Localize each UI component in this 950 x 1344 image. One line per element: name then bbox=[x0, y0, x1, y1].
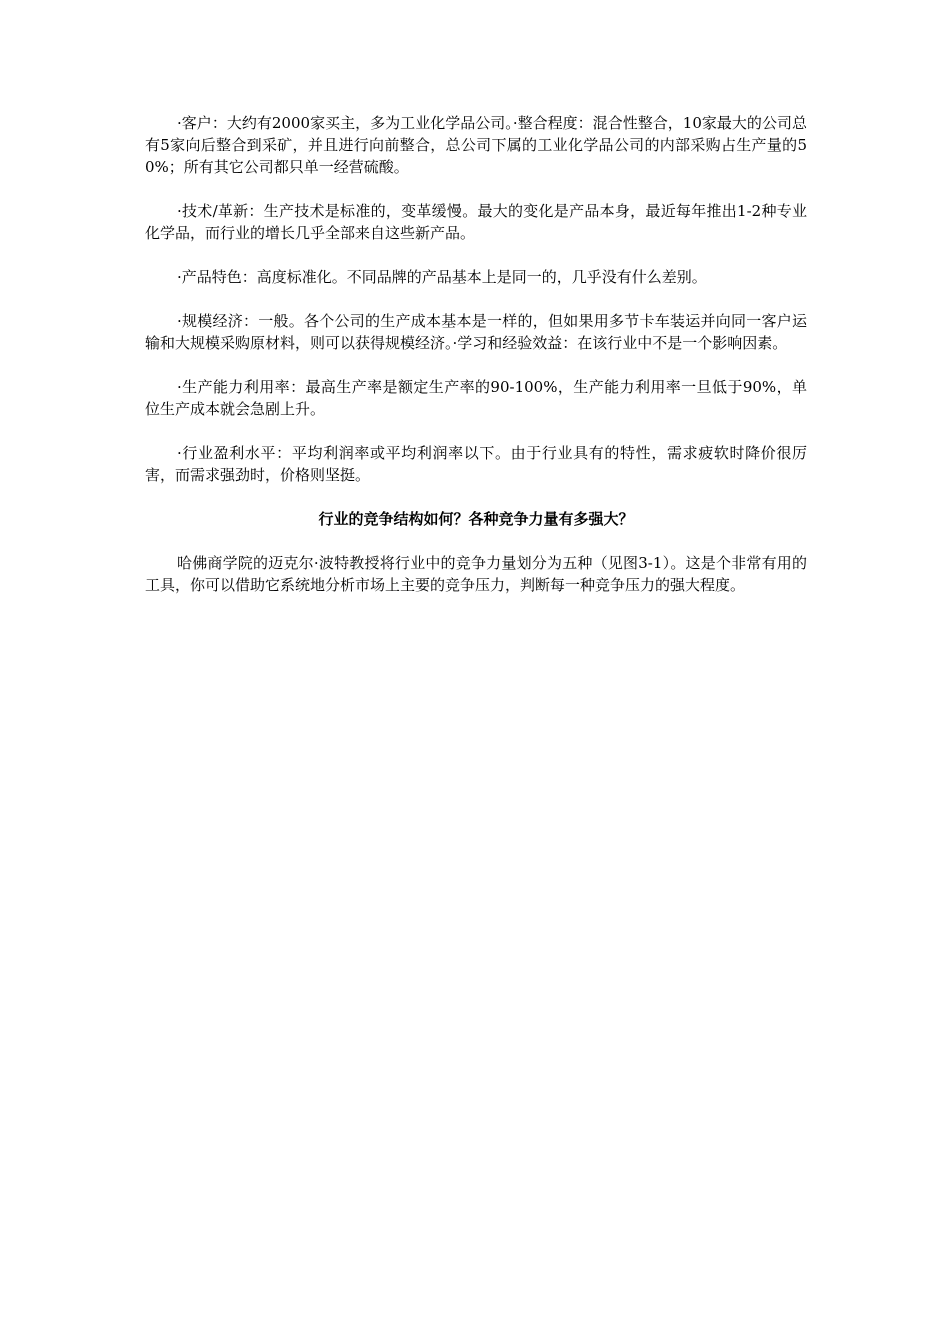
paragraph-profitability: ·行业盈利水平：平均利润率或平均利润率以下。由于行业具有的特性，需求疲软时降价很厉害，而需求强劲时，价格则坚挺。 bbox=[145, 444, 807, 484]
paragraph-technology: ·技术/革新：生产技术是标准的，变革缓慢。最大的变化是产品本身，最近每年推出1-2种专业化学品，而行业的增长几乎全部来自这些新产品。 bbox=[145, 202, 807, 242]
section-heading: 行业的竞争结构如何？各种竞争力量有多强大？ bbox=[318, 510, 634, 528]
document-page bbox=[145, 112, 807, 618]
paragraph-capacity-utilization: ·生产能力利用率：最高生产率是额定生产率的90-100%，生产能力利用率一旦低于90%，单位生产成本就会急剧上升。 bbox=[145, 378, 807, 418]
paragraph-customers: ·客户：大约有2000家买主，多为工业化学品公司。·整合程度：混合性整合，10家最大的公司总有5家向后整合到采矿，并且进行向前整合，总公司下属的工业化学品公司的内部采购占生产量的50%；所有其它公司都只单一经营硫酸。 bbox=[145, 114, 807, 176]
paragraph-economies-of-scale: ·规模经济：一般。各个公司的生产成本基本是一样的，但如果用多节卡车装运并向同一客户运输和大规模采购原材料，则可以获得规模经济。·学习和经验效益：在该行业中不是一个影响因素。 bbox=[145, 312, 807, 352]
paragraph-product-features: ·产品特色：高度标准化。不同品牌的产品基本上是同一的，几乎没有什么差别。 bbox=[177, 268, 707, 286]
paragraph-five-forces: 哈佛商学院的迈克尔·波特教授将行业中的竞争力量划分为五种（见图3-1）。这是个非常有用的工具，你可以借助它系统地分析市场上主要的竞争压力，判断每一种竞争压力的强大程度。 bbox=[145, 554, 807, 594]
